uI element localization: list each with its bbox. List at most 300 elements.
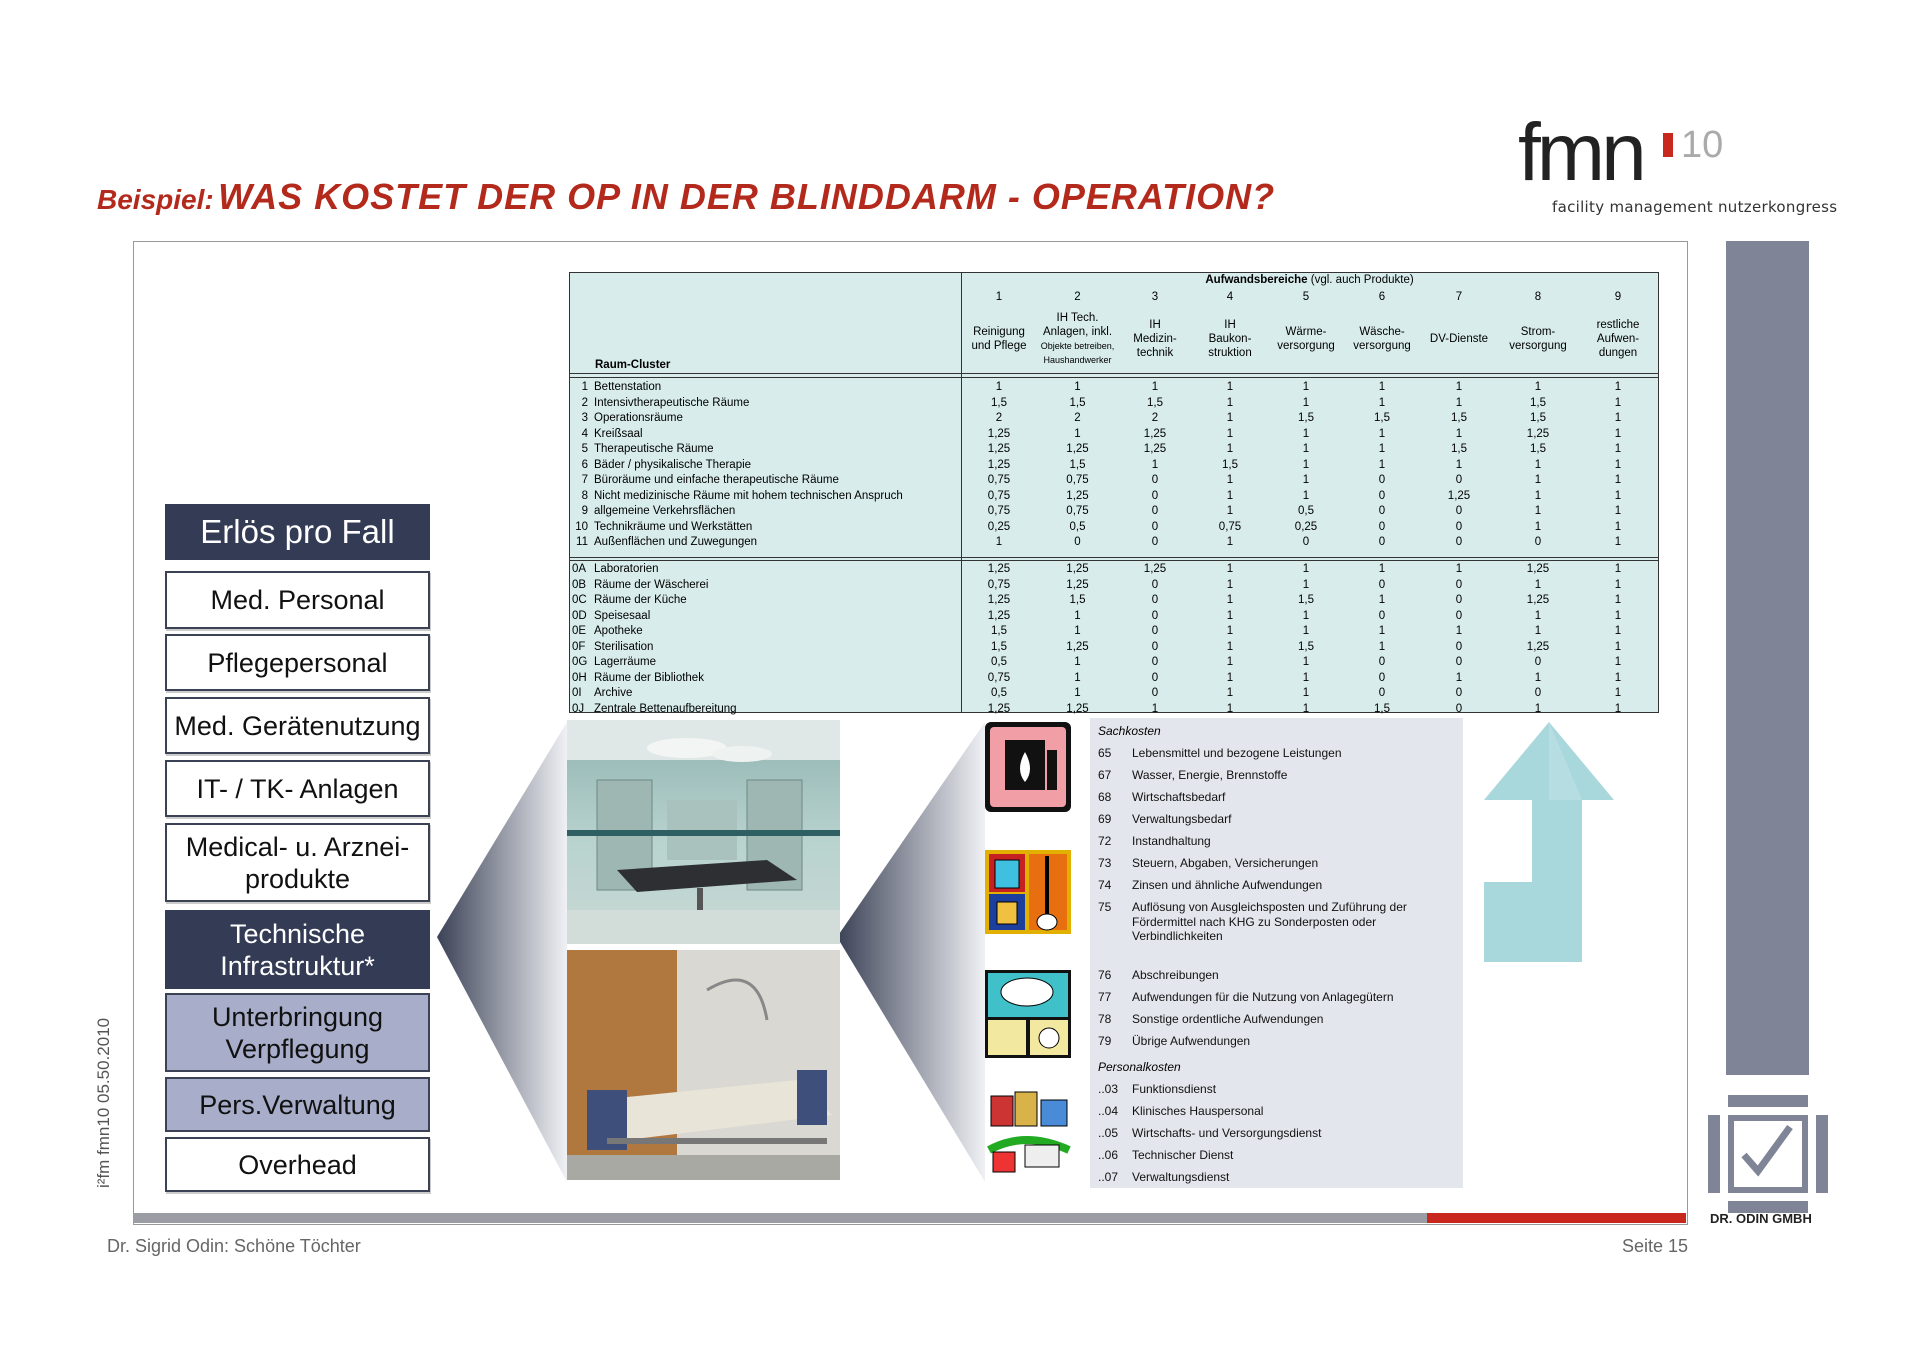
sach-number: 75	[1098, 900, 1112, 914]
side-decoration-bar	[1726, 241, 1809, 1075]
table-cell-value: 1	[1074, 381, 1081, 393]
table-cell-value: 1,25	[1066, 443, 1089, 455]
table-cell-value: 1,25	[1526, 594, 1550, 606]
table-cell-value: 0	[1455, 578, 1463, 591]
table-cell-value: 1	[1302, 687, 1310, 699]
table-cell-value: 1	[1534, 671, 1542, 684]
row-id: 0I	[572, 687, 582, 699]
row-name: Räume der Wäscherei	[594, 578, 709, 591]
column-number: 8	[1534, 291, 1542, 303]
column-number: 4	[1226, 291, 1234, 303]
table-cell-value: 1	[1378, 640, 1386, 653]
sach-number: 69	[1098, 812, 1112, 826]
table-cell-value: 1	[1302, 609, 1310, 622]
patient-room-photo	[567, 950, 840, 1180]
table-cell-value: 1	[1614, 536, 1622, 548]
table-cell-value: 1	[1614, 563, 1622, 575]
column-number: 1	[995, 291, 1003, 303]
table-cell-value: 0	[1378, 489, 1386, 502]
table-divider-horizontal	[570, 373, 1658, 374]
table-cell-value: 1	[1226, 489, 1234, 502]
cost-category-box: Technische Infrastruktur*	[165, 910, 430, 989]
table-cell-value: 1	[1534, 609, 1542, 622]
table-cell-value: 0	[1151, 640, 1159, 653]
table-cell-value: 1	[1534, 625, 1542, 637]
table-cell-value: 0,25	[1294, 520, 1318, 533]
table-cell-value: 1,5	[1451, 412, 1467, 424]
table-divider-horizontal	[570, 560, 1658, 561]
table-cell-value: 1,5	[1374, 412, 1390, 424]
table-cell-value: 1	[1074, 609, 1081, 622]
table-cell-value: 0	[1151, 489, 1159, 502]
table-cell-value: 1	[1074, 427, 1081, 440]
table-cell-value: 0	[1378, 609, 1386, 622]
row-id: 0J	[572, 702, 585, 715]
table-cell-value: 1	[1534, 474, 1542, 486]
table-cell-value: 1,5	[1298, 412, 1314, 424]
column-header: Strom- versorgung	[1509, 326, 1567, 352]
table-cell-value: 0	[1455, 640, 1463, 653]
row-name: Speisesaal	[594, 609, 651, 622]
table-cell-value: 1	[1302, 671, 1310, 684]
table-cell-value: 0	[1151, 687, 1159, 699]
sach-text: Lebensmittel und bezogene Leistungen	[1132, 746, 1342, 760]
column-header: IH Baukon- struktion	[1208, 319, 1252, 359]
table-cell-value: 1,25	[1066, 702, 1089, 715]
table-cell-value: 1,25	[1066, 489, 1089, 502]
table-cell-value: 0	[1378, 474, 1386, 486]
table-cell-value: 0	[1302, 536, 1310, 548]
table-cell-value: 1	[1614, 687, 1622, 699]
table-cell-value: 0	[1455, 687, 1463, 699]
table-cell-value: 1	[1226, 640, 1234, 653]
frame-bottom-bar-gray	[133, 1213, 1427, 1223]
row-id: 4	[581, 427, 588, 440]
table-cell-value: 1	[1302, 625, 1310, 637]
cost-category-box: Pflegepersonal	[165, 634, 430, 691]
table-cell-value: 1	[1614, 443, 1622, 455]
row-id: 8	[581, 489, 588, 502]
table-cell-value: 1	[1534, 381, 1542, 393]
table-cell-value: 1,25	[1143, 563, 1167, 575]
table-divider-horizontal	[570, 557, 1658, 558]
table-cell-value: 1	[1378, 396, 1386, 409]
table-cell-value: 0	[1378, 505, 1386, 517]
table-cell-value: 1,25	[987, 458, 1011, 471]
table-cell-value: 1	[1302, 656, 1310, 668]
table-cell-value: 1,5	[1451, 443, 1467, 455]
city-traffic-icon	[985, 1090, 1071, 1180]
table-cell-value: 0,5	[1298, 505, 1314, 517]
table-cell-value: 1,25	[987, 594, 1011, 606]
sach-number: 67	[1098, 768, 1112, 782]
row-id: 3	[581, 412, 588, 424]
row-id: 9	[581, 505, 588, 517]
row-name: Nicht medizinische Räume mit hohem technischen Anspruch	[594, 489, 903, 502]
table-cell-value: 0,5	[1069, 520, 1086, 533]
column-header: Wäsche- versorgung	[1353, 326, 1411, 352]
table-cell-value: 1	[1614, 396, 1622, 409]
cost-category-box: Medical- u. Arznei- produkte	[165, 823, 430, 902]
table-cell-value: 1	[1614, 594, 1622, 606]
sach-text: Auflösung von Ausgleichsposten und Zuführung der Fördermittel nach KHG zu Sonderposten oder Verbindlichkeiten	[1132, 900, 1407, 943]
sach-text: Steuern, Abgaben, Versicherungen	[1132, 856, 1319, 870]
table-cell-value: 0,75	[1066, 505, 1089, 517]
sach-number: 68	[1098, 790, 1112, 804]
table-cell-value: 1	[1378, 594, 1386, 606]
table-cell-value: 0	[1455, 656, 1463, 668]
personal-number: ..06	[1098, 1148, 1119, 1162]
table-cell-value: 1	[1614, 474, 1622, 486]
table-cell-value: 1	[1614, 640, 1622, 653]
table-cell-value: 1,5	[1069, 396, 1086, 409]
sach-text: Verwaltungsbedarf	[1132, 812, 1232, 826]
table-cell-value: 0	[1151, 474, 1159, 486]
sach-text: Übrige Aufwendungen	[1132, 1034, 1251, 1048]
table-cell-value: 1	[1302, 427, 1310, 440]
column-header: restliche Aufwen- dungen	[1596, 319, 1640, 359]
sach-text: Wirtschaftsbedarf	[1132, 790, 1226, 804]
personal-number: ..04	[1098, 1104, 1119, 1118]
row-id: 0A	[572, 563, 587, 575]
row-name: Räume der Bibliothek	[594, 671, 704, 684]
table-cell-value: 1	[1455, 563, 1463, 575]
table-cell-value: 1,25	[1526, 640, 1550, 653]
title-main: WAS KOSTET DER OP IN DER BLINDDARM - OPERATION?	[218, 176, 1276, 217]
vertical-date: i²fm fmn10 05.50.2010	[94, 1017, 113, 1188]
table-cell-value: 1,25	[1066, 640, 1089, 653]
logo-subtitle: facility management nutzerkongress	[1552, 198, 1838, 216]
row-id: 5	[581, 443, 588, 455]
table-cell-value: 1,25	[1066, 578, 1089, 591]
row-name: Lagerräume	[594, 656, 657, 668]
table-cell-value: 0	[1455, 520, 1463, 533]
table-cell-value: 0	[1378, 656, 1386, 668]
column-number: 9	[1614, 291, 1622, 303]
table-cell-value: 1,25	[1143, 427, 1167, 440]
table-cell-value: 1	[1614, 702, 1622, 715]
table-cell-value: 1	[1455, 671, 1463, 684]
table-cell-value: 0	[1534, 687, 1542, 699]
footer-page-number: Seite 15	[1622, 1236, 1689, 1256]
table-cell-value: 1	[1074, 671, 1081, 684]
column-header: IH Medizin- technik	[1133, 319, 1177, 359]
sach-number: 65	[1098, 746, 1112, 760]
row-name: Kreißsaal	[594, 427, 643, 440]
table-cell-value: 0,75	[1218, 520, 1242, 533]
row-id: 0C	[572, 594, 587, 606]
sach-text: Instandhaltung	[1132, 834, 1211, 848]
table-cell-value: 1	[1614, 520, 1622, 533]
table-cell-value: 0,25	[987, 520, 1011, 533]
row-name: Apotheke	[594, 625, 643, 637]
cost-type-list	[1090, 718, 1463, 1188]
table-cell-value: 2	[995, 412, 1003, 424]
table-cell-value: 1	[995, 536, 1003, 548]
table-cell-value: 1	[1302, 381, 1310, 393]
table-cell-value: 1,5	[1069, 458, 1086, 471]
table-cell-value: 1,5	[1298, 594, 1314, 606]
table-cell-value: 0	[1074, 536, 1081, 548]
table-cell-value: 1	[1226, 687, 1234, 699]
table-cell-value: 1,25	[987, 427, 1011, 440]
table-cell-value: 0,75	[987, 578, 1011, 591]
table-cell-value: 1	[1302, 396, 1310, 409]
table-cell-value: 0,75	[987, 474, 1011, 486]
sach-number: 72	[1098, 834, 1112, 848]
row-id: 10	[575, 520, 588, 533]
table-cell-value: 1	[1226, 443, 1234, 455]
table-cell-value: 1	[1614, 671, 1622, 684]
up-arrow-icon	[1484, 722, 1614, 962]
table-cell-value: 1,25	[1447, 489, 1471, 502]
table-cell-value: 1	[1534, 505, 1542, 517]
table-cell-value: 1	[1151, 458, 1159, 471]
table-cell-value: 0	[1151, 536, 1159, 548]
row-id: 11	[576, 536, 588, 548]
table-cell-value: 1	[1226, 656, 1234, 668]
row-name: Büroräume und einfache therapeutische Räume	[594, 474, 839, 486]
row-name: Bettenstation	[594, 381, 662, 393]
table-cell-value: 1	[1455, 396, 1463, 409]
table-cell-value: 0	[1151, 594, 1159, 606]
table-cell-value: 1,5	[1147, 396, 1163, 409]
table-cell-value: 0,5	[991, 687, 1007, 699]
table-cell-value: 1	[1378, 381, 1386, 393]
operating-room-photo	[567, 720, 840, 944]
row-id: 2	[581, 396, 588, 409]
table-cell-value: 1,25	[987, 563, 1011, 575]
table-cell-value: 1	[1614, 505, 1622, 517]
table-cell-value: 1	[1614, 458, 1622, 471]
table-cell-value: 1	[1226, 671, 1234, 684]
table-cell-value: 0	[1455, 536, 1463, 548]
sach-number: 78	[1098, 1012, 1112, 1026]
row-id: 1	[581, 381, 588, 393]
table-cell-value: 0	[1151, 625, 1159, 637]
table-cell-value: 1,5	[991, 396, 1007, 409]
table-cell-value: 1	[1302, 458, 1310, 471]
table-cell-value: 2	[1074, 412, 1081, 424]
row-name: Therapeutische Räume	[594, 443, 714, 455]
table-cell-value: 0,75	[987, 489, 1011, 502]
row-name: Zentrale Bettenaufbereitung	[594, 702, 737, 715]
row-id: 0F	[572, 640, 586, 653]
row-name: Intensivtherapeutische Räume	[594, 396, 750, 409]
cost-category-box: Med. Personal	[165, 571, 430, 629]
table-cell-value: 1	[1226, 396, 1234, 409]
row-id: 6	[581, 458, 588, 471]
table-cell-value: 1	[1378, 443, 1386, 455]
stove-icon	[985, 722, 1071, 812]
logo-text: fmn	[1518, 107, 1643, 198]
table-cell-value: 0,75	[1066, 474, 1089, 486]
column-header: Wärme- versorgung	[1277, 326, 1335, 352]
table-cell-value: 1,5	[1530, 396, 1546, 409]
row-id: 7	[581, 474, 588, 486]
cost-category-box: Unterbringung Verpflegung	[165, 993, 430, 1072]
table-cell-value: 1	[1302, 474, 1310, 486]
table-cell-value: 1	[1226, 412, 1234, 424]
table-cell-value: 1	[1614, 489, 1622, 502]
cleaning-icon	[985, 850, 1071, 934]
table-cell-value: 0	[1378, 578, 1386, 591]
row-name: Operationsräume	[594, 412, 683, 424]
cost-icons	[985, 720, 1075, 1190]
personal-text: Verwaltungsdienst	[1132, 1170, 1230, 1184]
row-id: 0D	[572, 609, 587, 622]
sach-text: Abschreibungen	[1132, 968, 1219, 982]
table-cell-value: 1,25	[1143, 443, 1167, 455]
table-cell-value: 0,5	[991, 656, 1007, 668]
table-cell-value: 1	[1302, 563, 1310, 575]
table-cell-value: 0	[1151, 671, 1159, 684]
table-cell-value: 0	[1455, 505, 1463, 517]
row-header-label: Raum-Cluster	[595, 359, 671, 371]
table-cell-value: 1	[1226, 609, 1234, 622]
table-cell-value: 1	[1455, 381, 1463, 393]
table-cell-value: 1,5	[991, 640, 1007, 653]
table-cell-value: 1	[1534, 520, 1542, 533]
table-cell-value: 0	[1455, 609, 1463, 622]
table-cell-value: 1	[1455, 625, 1463, 637]
row-name: Sterilisation	[594, 640, 654, 653]
table-cell-value: 0	[1378, 536, 1386, 548]
table-cell-value: 1	[1074, 687, 1081, 699]
personal-number: ..07	[1098, 1170, 1119, 1184]
page-title	[97, 176, 1275, 218]
cost-factor-table	[569, 272, 1659, 713]
table-cell-value: 1	[1226, 381, 1234, 393]
sach-number: 77	[1098, 990, 1112, 1004]
row-name: Räume der Küche	[594, 594, 687, 606]
table-cell-value: 1,25	[1526, 563, 1550, 575]
footer-author: Dr. Sigrid Odin: Schöne Töchter	[107, 1236, 361, 1256]
table-cell-value: 1	[1226, 505, 1234, 517]
column-number: 5	[1302, 291, 1310, 303]
table-cell-value: 1	[1226, 625, 1234, 637]
personal-text: Wirtschafts- und Versorgungsdienst	[1132, 1126, 1322, 1140]
table-cell-value: 0	[1534, 536, 1542, 548]
column-number: 3	[1151, 291, 1159, 303]
table-cell-value: 1,5	[1069, 594, 1086, 606]
sach-text: Sonstige ordentliche Aufwendungen	[1132, 1012, 1324, 1026]
table-cell-value: 1	[1378, 427, 1386, 440]
table-cell-value: 1,25	[987, 443, 1011, 455]
table-cell-value: 0	[1378, 671, 1386, 684]
table-cell-value: 1,5	[1374, 702, 1390, 715]
table-cell-value: 0	[1151, 656, 1159, 668]
column-number: 7	[1455, 291, 1463, 303]
table-cell-value: 0	[1455, 594, 1463, 606]
column-number: 6	[1378, 291, 1386, 303]
table-cell-value: 1	[1614, 656, 1622, 668]
table-cell-value: 1	[1378, 625, 1386, 637]
personal-text: Klinisches Hauspersonal	[1132, 1104, 1264, 1118]
table-cell-value: 1	[1151, 702, 1159, 715]
table-cell-value: 1	[1455, 427, 1463, 440]
table-cell-value: 0	[1151, 609, 1159, 622]
table-cell-value: 1	[1226, 563, 1234, 575]
table-cell-value: 0,75	[987, 505, 1011, 517]
table-cell-value: 1	[1614, 609, 1622, 622]
table-cell-value: 1,25	[1066, 563, 1089, 575]
row-name: Bäder / physikalische Therapie	[594, 458, 752, 471]
title-prefix: Beispiel:	[97, 184, 214, 215]
personal-number: ..05	[1098, 1126, 1119, 1140]
table-cell-value: 1,25	[987, 702, 1011, 715]
table-cell-value: 0	[1378, 520, 1386, 533]
sach-number: 73	[1098, 856, 1112, 870]
table-cell-value: 0	[1151, 578, 1159, 591]
sach-number: 79	[1098, 1034, 1112, 1048]
table-cell-value: 1,5	[1222, 458, 1238, 471]
table-cell-value: 1	[1534, 458, 1542, 471]
row-id: 0B	[572, 578, 587, 591]
table-cell-value: 1	[1302, 702, 1310, 715]
column-header: Reinigung und Pflege	[971, 326, 1027, 352]
sach-number: 76	[1098, 968, 1112, 982]
personal-text: Funktionsdienst	[1132, 1082, 1217, 1096]
row-name: allgemeine Verkehrsflächen	[594, 505, 736, 517]
table-cell-value: 1	[1226, 536, 1234, 548]
table-cell-value: 1	[1226, 702, 1234, 715]
row-id: 0E	[572, 625, 587, 637]
row-name: Laboratorien	[594, 563, 659, 575]
table-cell-value: 1	[1074, 656, 1081, 668]
table-cell-value: 1,5	[1530, 412, 1546, 424]
table-cell-value: 0	[1378, 687, 1386, 699]
table-cell-value: 1	[1455, 458, 1463, 471]
logo-number: 10	[1681, 124, 1724, 166]
table-cell-value: 1	[1614, 625, 1622, 637]
table-cell-value: 0	[1455, 474, 1463, 486]
cost-category-box: Med. Gerätenutzung	[165, 697, 430, 754]
table-cell-value: 0,75	[987, 671, 1011, 684]
table-cell-value: 1	[1226, 427, 1234, 440]
cost-category-box: Overhead	[165, 1137, 430, 1192]
table-cell-value: 1,5	[1530, 443, 1546, 455]
table-super-header: Aufwandsbereiche (vgl. auch Produkte)	[1205, 274, 1414, 286]
table-cell-value: 1	[1226, 578, 1234, 591]
table-cell-value: 1	[1614, 412, 1622, 424]
column-header: DV-Dienste	[1429, 333, 1489, 345]
row-id: 0H	[572, 671, 587, 684]
sach-text: Aufwendungen für die Nutzung von Anlagegütern	[1132, 990, 1394, 1004]
personal-text: Technischer Dienst	[1132, 1148, 1234, 1162]
table-cell-value: 1	[1614, 578, 1622, 591]
row-name: Archive	[594, 687, 633, 699]
table-cell-value: 1	[1226, 474, 1234, 486]
sach-text: Zinsen und ähnliche Aufwendungen	[1132, 878, 1323, 892]
table-cell-value: 1	[1534, 702, 1542, 715]
table-cell-value: 0	[1455, 702, 1463, 715]
table-cell-value: 1	[1534, 489, 1542, 502]
table-cell-value: 1	[1534, 578, 1542, 591]
table-cell-value: 1	[1302, 443, 1310, 455]
cost-category-box: Pers.Verwaltung	[165, 1077, 430, 1132]
table-cell-value: 1	[1074, 625, 1081, 637]
sach-text: Wasser, Energie, Brennstoffe	[1132, 768, 1288, 782]
table-cell-value: 0	[1151, 505, 1159, 517]
table-cell-value: 1	[1151, 381, 1159, 393]
table-cell-value: 1,25	[1526, 427, 1550, 440]
table-cell-value: 0	[1151, 520, 1159, 533]
personal-number: ..03	[1098, 1082, 1119, 1096]
table-cell-value: 1,25	[987, 609, 1011, 622]
row-id: 0G	[572, 656, 588, 668]
table-cell-value: 2	[1151, 412, 1159, 424]
